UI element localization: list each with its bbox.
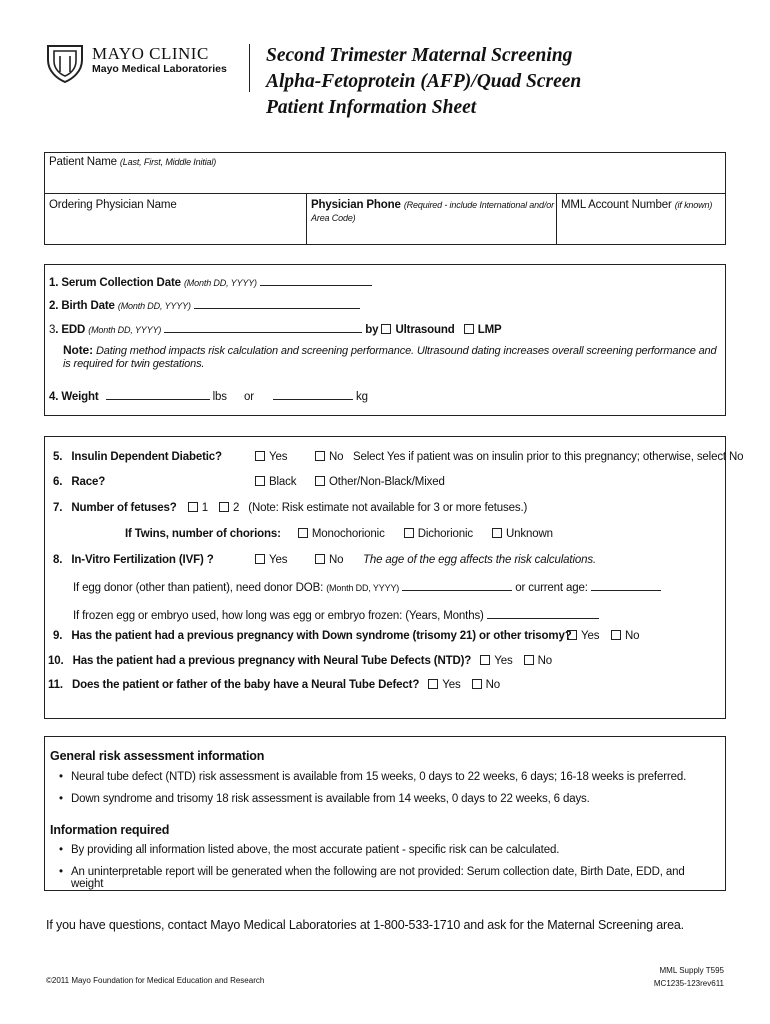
q7-two-checkbox[interactable]: [219, 502, 229, 512]
title-line-2: Alpha-Fetoprotein (AFP)/Quad Screen: [266, 71, 582, 92]
q11-yes-checkbox[interactable]: [428, 679, 438, 689]
q9-label: Has the patient had a previous pregnancy with Down syndrome (trisomy 21) or other trisomy?: [71, 630, 572, 642]
q10-yes-checkbox[interactable]: [480, 655, 490, 665]
required-info-title: Information required: [50, 823, 170, 837]
general-info-list: [49, 771, 719, 815]
general-info-item: • Down syndrome and trisomy 18 risk assessment is available from 14 weeks, 0 days to 22 weeks, 6 days.: [49, 793, 719, 815]
frozen-duration-input[interactable]: [487, 607, 599, 619]
patient-name-label: Patient Name: [49, 156, 117, 168]
q7-label: Number of fetuses?: [71, 502, 177, 514]
q11-yes-label: Yes: [442, 679, 461, 691]
q9-yes-checkbox[interactable]: [567, 630, 577, 640]
q8-yes-label: Yes: [269, 554, 288, 566]
or-label: or: [243, 391, 254, 403]
donor-hint: (Month DD, YYYY): [326, 583, 400, 593]
q10-label: Has the patient had a previous pregnancy with Neural Tube Defects (NTD)?: [72, 655, 472, 667]
row-divider: [45, 193, 725, 194]
weight-kg-input[interactable]: [273, 388, 353, 400]
donor-or-label: or current age:: [515, 582, 588, 594]
required-info-item: • By providing all information listed above, the most accurate patient - specific risk can be calculated.: [49, 844, 719, 866]
q10-yes-label: Yes: [494, 655, 513, 667]
lmp-checkbox[interactable]: [464, 324, 474, 334]
q6-other-checkbox[interactable]: [315, 476, 325, 486]
dichorionic-label: Dichorionic: [417, 528, 473, 540]
dates-box: [44, 264, 726, 416]
donor-label: If egg donor (other than patient), need donor DOB:: [73, 582, 324, 594]
q11-label: Does the patient or father of the baby have a Neural Tube Defect?: [71, 679, 420, 691]
account-number-hint: (if known): [674, 200, 713, 210]
q5-yes-checkbox[interactable]: [255, 451, 265, 461]
required-info-item: • An uninterpretable report will be generated when the following are not provided: Serum collection date, Birth Date, EDD, and weight: [49, 866, 719, 888]
account-number-label: MML Account Number: [561, 199, 672, 211]
q5-no-option[interactable]: [315, 451, 343, 463]
donor-age-input[interactable]: [591, 579, 661, 591]
q5-no-label: No: [329, 451, 344, 463]
q7-row: [53, 502, 527, 514]
questions-box: [44, 436, 744, 719]
q6-other-option[interactable]: [315, 476, 445, 488]
q10-no-label: No: [537, 655, 552, 667]
q5-yes-label: Yes: [269, 451, 288, 463]
ordering-physician-label: Ordering Physician Name: [49, 199, 177, 211]
q8-note: The age of the egg affects the risk calculations.: [363, 554, 597, 566]
physician-phone-hint: (Required - include International and/or Area Code): [311, 200, 554, 223]
physician-phone-label: Physician Phone: [311, 199, 401, 211]
edd-label: . EDD: [55, 324, 86, 336]
q6-row: [53, 476, 721, 488]
birth-date-hint: (Month DD, YYYY): [117, 301, 191, 311]
lbs-label: lbs: [212, 391, 227, 403]
ordering-physician-field[interactable]: [49, 199, 177, 211]
page-title: [266, 43, 581, 121]
col-divider-2: [556, 193, 557, 244]
frozen-label: If frozen egg or embryo used, how long was egg or embryo frozen: (Years, Months): [73, 610, 484, 622]
q5-number: 5.: [53, 451, 63, 463]
q6-black-option[interactable]: [255, 476, 296, 488]
info-box: [44, 736, 726, 891]
edd-row: [49, 321, 502, 336]
monochorionic-label: Monochorionic: [311, 528, 385, 540]
edd-by-label: by: [365, 324, 379, 336]
monochorionic-checkbox[interactable]: [298, 528, 308, 538]
note-label: Note:: [63, 343, 93, 357]
q11-row: [48, 679, 500, 691]
q9-no-checkbox[interactable]: [611, 630, 621, 640]
q10-row: [48, 655, 552, 667]
contact-text: If you have questions, contact Mayo Medical Laboratories at 1-800-533-1710 and ask for the Maternal Screening area.: [46, 918, 684, 932]
unknown-chorion-checkbox[interactable]: [492, 528, 502, 538]
q5-no-checkbox[interactable]: [315, 451, 325, 461]
q6-black-label: Black: [269, 476, 297, 488]
q6-black-checkbox[interactable]: [255, 476, 265, 486]
logo-subtitle: Mayo Medical Laboratories: [92, 63, 227, 75]
q8-yes-checkbox[interactable]: [255, 554, 265, 564]
twins-row: [125, 528, 553, 540]
q11-number: 11.: [48, 679, 63, 691]
frozen-row: [73, 607, 599, 622]
q9-yes-label: Yes: [581, 630, 600, 642]
q6-number: 6.: [53, 476, 63, 488]
q5-row: [53, 451, 744, 463]
q9-no-label: No: [625, 630, 640, 642]
q5-label: Insulin Dependent Diabetic?: [71, 451, 222, 463]
edd-input[interactable]: [164, 321, 362, 333]
general-info-title: General risk assessment information: [50, 749, 265, 763]
q8-row: [53, 554, 721, 566]
donor-row: [73, 579, 661, 594]
edd-number: 3: [49, 324, 56, 336]
dating-note: [63, 344, 718, 371]
required-info-list: [49, 844, 719, 888]
q9-number: 9.: [53, 630, 63, 642]
weight-label: 4. Weight: [49, 391, 99, 403]
general-info-item: • Neural tube defect (NTD) risk assessment is available from 15 weeks, 0 days to 22 weeks, 6 days; 16-18 weeks is preferred.: [49, 771, 719, 793]
q9-row: [53, 630, 721, 642]
q7-one-label: 1: [201, 502, 208, 514]
q7-number: 7.: [53, 502, 63, 514]
lmp-label: LMP: [477, 324, 502, 336]
q8-yes-option[interactable]: [255, 554, 287, 566]
serum-date-input[interactable]: [260, 274, 372, 286]
donor-dob-input[interactable]: [402, 579, 512, 591]
form-code: MC1235-123rev611: [653, 979, 724, 988]
q8-no-option[interactable]: [315, 554, 343, 566]
account-number-field[interactable]: [561, 199, 712, 211]
q8-number: 8.: [53, 554, 63, 566]
q10-number: 10.: [48, 655, 64, 667]
q10-no-checkbox[interactable]: [524, 655, 534, 665]
patient-name-field[interactable]: [49, 156, 216, 168]
physician-phone-field[interactable]: [311, 199, 557, 225]
q8-no-label: No: [329, 554, 344, 566]
serum-date-label: 1. Serum Collection Date: [49, 277, 181, 289]
q6-label: Race?: [71, 476, 106, 488]
col-divider-1: [306, 193, 307, 244]
kg-label: kg: [356, 391, 368, 403]
mayo-clinic-logo: [44, 42, 244, 92]
dichorionic-checkbox[interactable]: [404, 528, 414, 538]
patient-info-box: [44, 152, 726, 245]
q7-one-checkbox[interactable]: [188, 502, 198, 512]
q9-no-option[interactable]: [611, 630, 639, 642]
ultrasound-label: Ultrasound: [395, 324, 455, 336]
patient-name-hint: (Last, First, Middle Initial): [119, 157, 217, 167]
note-text: Dating method impacts risk calculation and screening performance. Ultrasound dating increases overall screening performance and is required for twin gestations.: [63, 345, 717, 370]
title-line-1: Second Trimester Maternal Screening: [266, 45, 573, 66]
q6-other-label: Other/Non-Black/Mixed: [329, 476, 445, 488]
copyright-text: ©2011 Mayo Foundation for Medical Education and Research: [46, 976, 265, 985]
supply-number: MML Supply T595: [659, 966, 724, 975]
q5-note: Select Yes if patient was on insulin prior to this pregnancy; otherwise, select No: [353, 451, 744, 463]
mayo-shield-icon: [44, 42, 86, 84]
q11-no-checkbox[interactable]: [472, 679, 482, 689]
twins-label: If Twins, number of chorions:: [125, 528, 281, 540]
birth-date-row: [49, 297, 360, 312]
q8-label: In-Vitro Fertilization (IVF) ?: [71, 554, 214, 566]
q7-two-label: 2: [232, 502, 240, 514]
q7-note: (Note: Risk estimate not available for 3 or more fetuses.): [248, 502, 528, 514]
q8-no-checkbox[interactable]: [315, 554, 325, 564]
birth-date-input[interactable]: [194, 297, 360, 309]
supply-code: [654, 964, 724, 990]
edd-hint: (Month DD, YYYY): [88, 325, 162, 335]
serum-date-row: [49, 274, 372, 289]
weight-row: [49, 388, 368, 403]
q5-yes-option[interactable]: [255, 451, 287, 463]
header-divider: [249, 44, 250, 92]
ultrasound-checkbox[interactable]: [381, 324, 391, 334]
unknown-chorion-label: Unknown: [506, 528, 553, 540]
birth-date-label: 2. Birth Date: [49, 300, 115, 312]
weight-lbs-input[interactable]: [106, 388, 210, 400]
serum-date-hint: (Month DD, YYYY): [183, 278, 257, 288]
logo-name: MAYO CLINIC: [92, 44, 209, 63]
q11-no-label: No: [485, 679, 501, 691]
title-line-3: Patient Information Sheet: [266, 97, 477, 118]
q9-yes-option[interactable]: [567, 630, 599, 642]
